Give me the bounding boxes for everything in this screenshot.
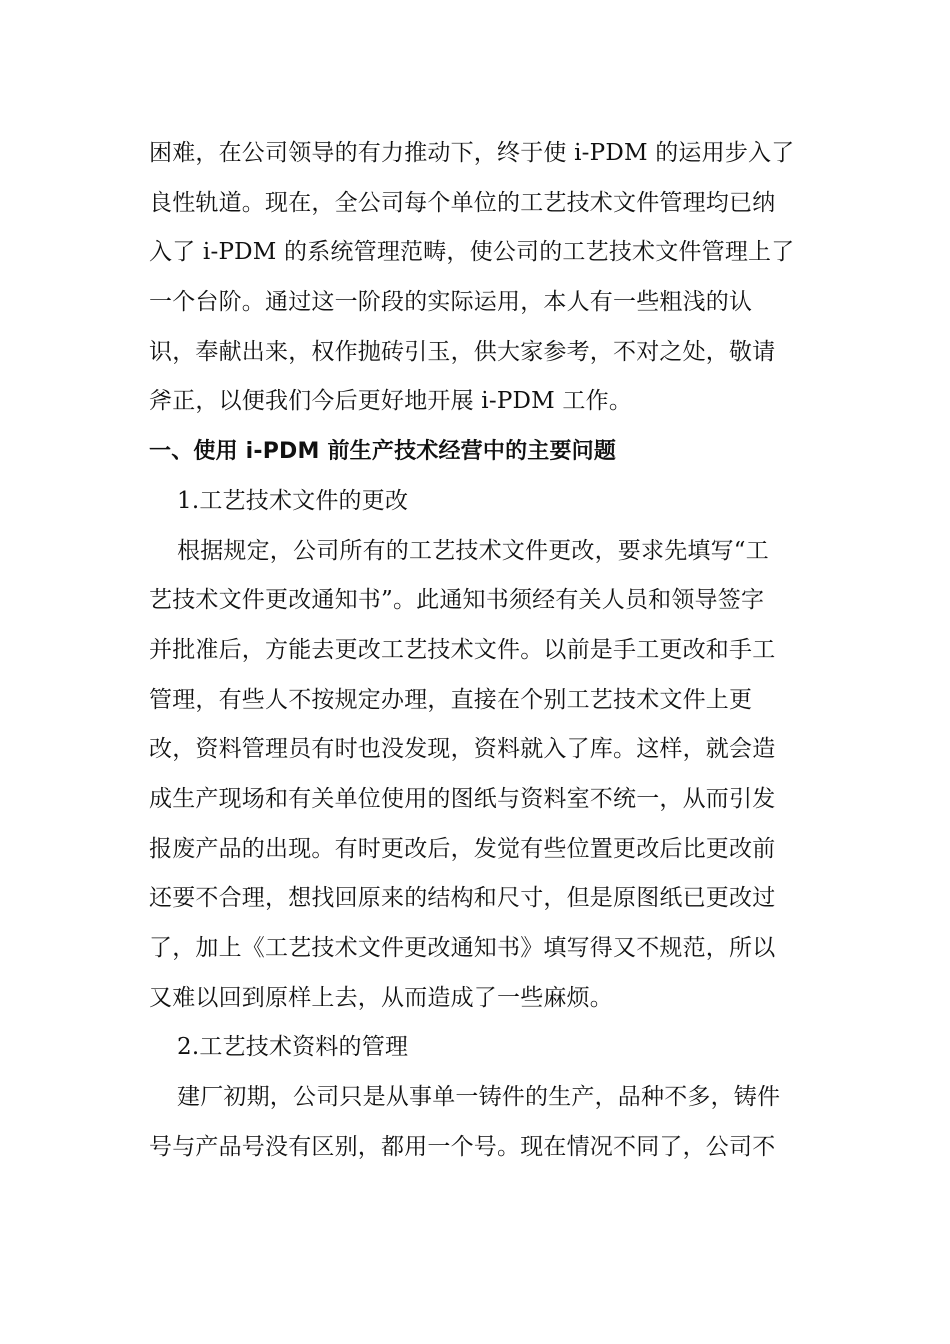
text-line: 艺技术文件更改通知书”。此通知书须经有关人员和领导签字 xyxy=(149,587,765,614)
text-line: 了，加上《工艺技术文件更改通知书》填写得又不规范，所以 xyxy=(149,935,776,961)
paragraph-start-line: 根据规定，公司所有的工艺技术文件更改，要求先填写“工 xyxy=(177,537,769,564)
text-line: 入了 i-PDM 的系统管理范畴，使公司的工艺技术文件管理上了 xyxy=(149,239,795,266)
text-line: 良性轨道。现在，全公司每个单位的工艺技术文件管理均已纳 xyxy=(149,189,776,216)
text-line: 并批准后，方能去更改工艺技术文件。以前是手工更改和手工 xyxy=(149,636,776,663)
text-line: 还要不合理，想找回原来的结构和尺寸，但是原图纸已更改过 xyxy=(149,885,776,912)
document-body xyxy=(149,129,809,1172)
text-line: 又难以回到原样上去，从而造成了一些麻烦。 xyxy=(149,984,613,1011)
subsection-heading: 2.工艺技术资料的管理 xyxy=(177,1034,409,1061)
text-line: 管理，有些人不按规定办理，直接在个别工艺技术文件上更 xyxy=(149,686,753,713)
text-line: 号与产品号没有区别，都用一个号。现在情况不同了，公司不 xyxy=(149,1133,776,1160)
paragraph-start-line: 建厂初期，公司只是从事单一铸件的生产，品种不多，铸件 xyxy=(177,1084,781,1111)
text-line: 改，资料管理员有时也没发现，资料就入了库。这样，就会造 xyxy=(149,736,776,763)
text-line: 一个台阶。通过这一阶段的实际运用，本人有一些粗浅的认 xyxy=(149,289,753,316)
text-line: 报废产品的出现。有时更改后，发觉有些位置更改后比更改前 xyxy=(149,835,776,862)
text-line: 识，奉献出来，权作抛砖引玉，供大家参考，不对之处，敬请 xyxy=(149,338,776,365)
text-line: 斧正，以便我们今后更好地开展 i-PDM 工作。 xyxy=(149,388,633,415)
text-line: 困难，在公司领导的有力推动下，终于使 i-PDM 的运用步入了 xyxy=(149,140,795,166)
text-line: 成生产现场和有关单位使用的图纸与资料室不统一，从而引发 xyxy=(149,785,776,812)
subsection-heading: 1.工艺技术文件的更改 xyxy=(177,487,409,514)
section-heading: 一、使用 i-PDM 前生产技术经营中的主要问题 xyxy=(149,439,617,465)
